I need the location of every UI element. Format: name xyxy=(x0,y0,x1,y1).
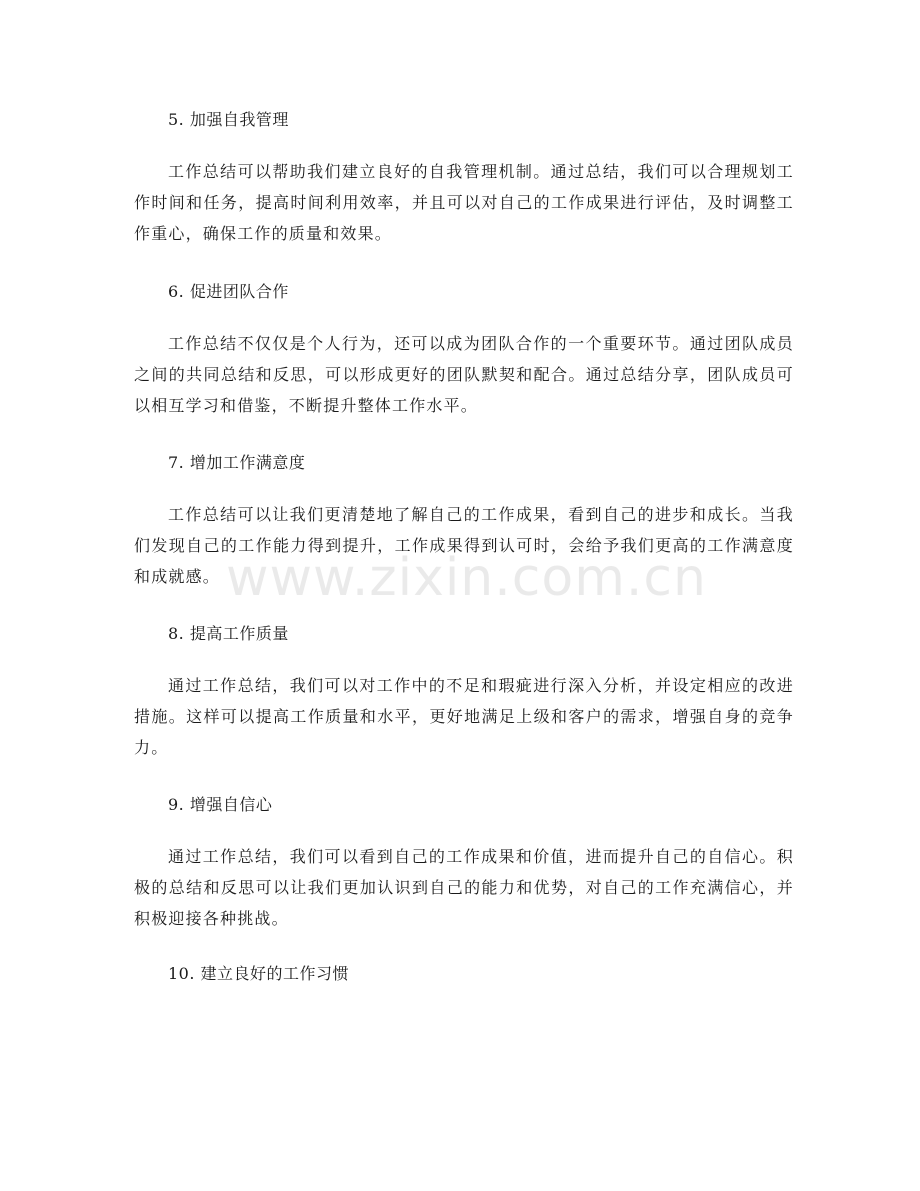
section-paragraph: 工作总结可以帮助我们建立良好的自我管理机制。通过总结，我们可以合理规划工作时间和任务，提高时间利用效率，并且可以对自己的工作成果进行评估，及时调整工作重心，确保工作的质量和效果。 xyxy=(134,162,794,243)
section-heading: 9. 增强自信心 xyxy=(168,795,273,814)
section-heading: 5. 加强自我管理 xyxy=(168,110,289,129)
section-heading: 10. 建立良好的工作习惯 xyxy=(168,964,350,983)
section-9 xyxy=(134,794,794,934)
section-6 xyxy=(134,281,794,421)
section-8 xyxy=(134,623,794,763)
section-paragraph: 通过工作总结，我们可以对工作中的不足和瑕疵进行深入分析，并设定相应的改进措施。这样可以提高工作质量和水平，更好地满足上级和客户的需求，增强自身的竞争力。 xyxy=(134,676,794,757)
section-10 xyxy=(134,963,794,985)
section-heading: 7. 增加工作满意度 xyxy=(168,453,306,472)
section-5 xyxy=(134,109,794,249)
section-heading: 8. 提高工作质量 xyxy=(168,624,289,643)
watermark: www.zixin.com.cn xyxy=(226,548,707,608)
section-7 xyxy=(134,452,794,592)
section-heading: 6. 促进团队合作 xyxy=(168,282,289,301)
section-paragraph: 通过工作总结，我们可以看到自己的工作成果和价值，进而提升自己的自信心。积极的总结和反思可以让我们更加认识到自己的能力和优势，对自己的工作充满信心，并积极迎接各种挑战。 xyxy=(134,847,794,928)
section-paragraph: 工作总结可以让我们更清楚地了解自己的工作成果，看到自己的进步和成长。当我们发现自己的工作能力得到提升，工作成果得到认可时，会给予我们更高的工作满意度和成就感。 xyxy=(134,505,794,586)
section-paragraph: 工作总结不仅仅是个人行为，还可以成为团队合作的一个重要环节。通过团队成员之间的共同总结和反思，可以形成更好的团队默契和配合。通过总结分享，团队成员可以相互学习和借鉴，不断提升整体工作水平。 xyxy=(134,334,794,415)
